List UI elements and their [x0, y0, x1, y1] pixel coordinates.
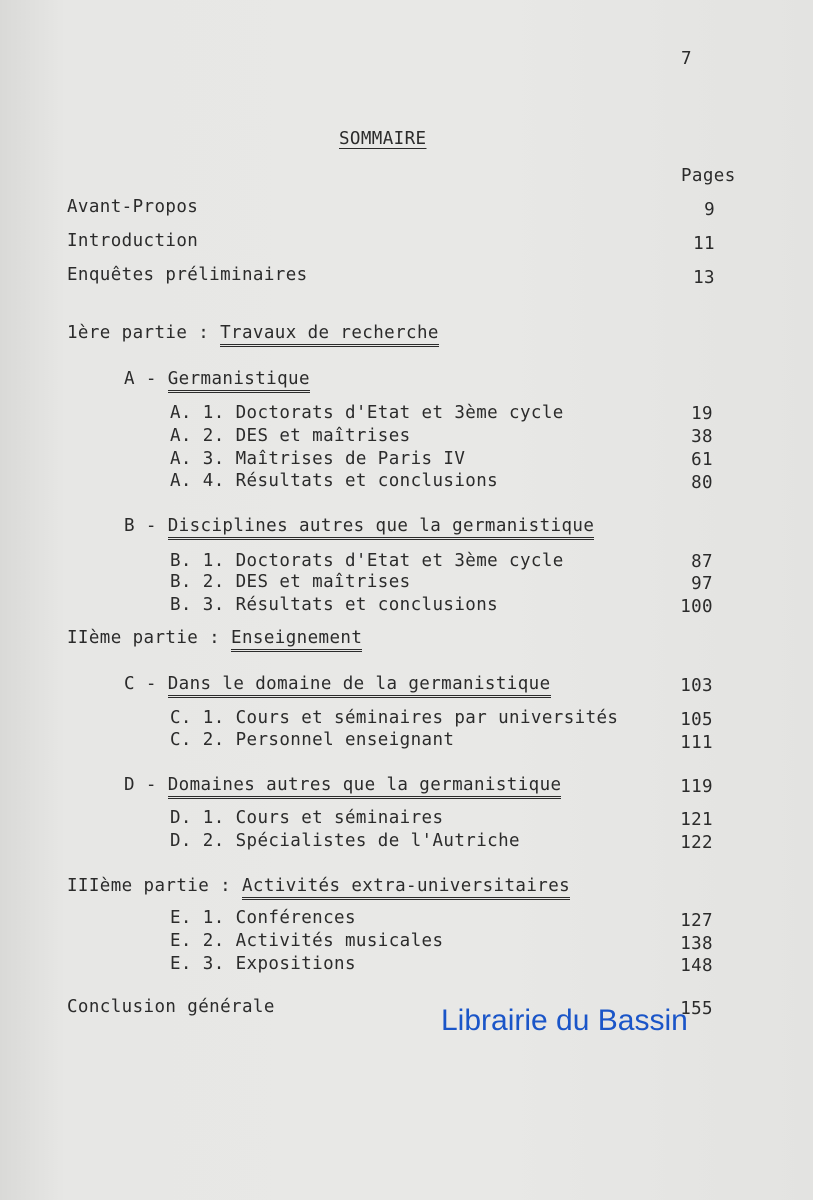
toc-page-d2: 122: [680, 833, 713, 853]
toc-label-introduction: Introduction: [67, 231, 199, 251]
toc-page-b1: 87: [691, 552, 713, 572]
toc-label-d1: D. 1. Cours et séminaires: [170, 808, 444, 828]
toc-page-b2: 97: [691, 574, 713, 594]
page-number: 7: [681, 49, 692, 69]
section-d-prefix: D -: [124, 775, 168, 795]
section-heading-c: [124, 676, 551, 694]
toc-page-e3: 148: [680, 956, 713, 976]
toc-page-b3: 100: [680, 597, 713, 617]
part-2-prefix: IIème partie :: [67, 628, 232, 648]
part-heading-1: [67, 325, 439, 343]
section-a-prefix: A -: [124, 369, 168, 389]
toc-label-e2: E. 2. Activités musicales: [170, 931, 444, 951]
toc-page-a1: 19: [691, 404, 713, 424]
part-2-title: Enseignement: [231, 628, 362, 652]
toc-label-a1: A. 1. Doctorats d'Etat et 3ème cycle: [170, 403, 564, 423]
section-heading-a: [124, 371, 310, 389]
toc-page-c2: 111: [680, 733, 713, 753]
toc-label-e1: E. 1. Conférences: [170, 908, 356, 928]
pages-column-header: Pages: [681, 166, 736, 186]
section-a-title: Germanistique: [168, 369, 310, 393]
section-heading-d: [124, 777, 561, 795]
section-b-prefix: B -: [124, 516, 168, 536]
toc-label-b3: B. 3. Résultats et conclusions: [170, 595, 499, 615]
toc-page-d1: 121: [680, 810, 713, 830]
part-heading-3: [67, 878, 570, 896]
toc-page-section-c: 103: [680, 676, 713, 696]
toc-label-enquetes: Enquêtes préliminaires: [67, 265, 308, 285]
part-1-title: Travaux de recherche: [220, 323, 439, 347]
section-heading-b: [124, 518, 594, 536]
toc-page-c1: 105: [680, 710, 713, 730]
section-d-title: Domaines autres que la germanistique: [168, 775, 562, 799]
section-c-prefix: C -: [124, 674, 168, 694]
toc-page-a4: 80: [691, 473, 713, 493]
toc-label-b1: B. 1. Doctorats d'Etat et 3ème cycle: [170, 551, 564, 571]
toc-label-c2: C. 2. Personnel enseignant: [170, 730, 455, 750]
toc-label-c1: C. 1. Cours et séminaires par universités: [170, 708, 619, 728]
toc-label-conclusion: Conclusion générale: [67, 997, 275, 1017]
section-c-title: Dans le domaine de la germanistique: [168, 674, 551, 698]
part-3-prefix: IIIème partie :: [67, 876, 242, 896]
toc-label-avant-propos: Avant-Propos: [67, 197, 199, 217]
toc-page-a2: 38: [691, 427, 713, 447]
toc-page-avant-propos: 9: [704, 200, 715, 220]
toc-page-section-d: 119: [680, 777, 713, 797]
toc-label-b2: B. 2. DES et maîtrises: [170, 572, 411, 592]
toc-label-a2: A. 2. DES et maîtrises: [170, 426, 411, 446]
toc-page-e2: 138: [680, 934, 713, 954]
toc-page-a3: 61: [691, 450, 713, 470]
part-1-prefix: 1ère partie :: [67, 323, 221, 343]
page-title: SOMMAIRE: [339, 129, 427, 149]
toc-page-enquetes: 13: [693, 268, 715, 288]
toc-label-d2: D. 2. Spécialistes de l'Autriche: [170, 831, 520, 851]
toc-page-introduction: 11: [693, 234, 715, 254]
part-heading-2: [67, 630, 362, 648]
part-3-title: Activités extra-universitaires: [242, 876, 570, 900]
section-b-title: Disciplines autres que la germanistique: [168, 516, 595, 540]
toc-page-conclusion: 155: [680, 999, 713, 1019]
watermark: Librairie du Bassin: [441, 1004, 688, 1037]
toc-label-a3: A. 3. Maîtrises de Paris IV: [170, 449, 466, 469]
toc-page-e1: 127: [680, 911, 713, 931]
toc-label-a4: A. 4. Résultats et conclusions: [170, 471, 499, 491]
toc-label-e3: E. 3. Expositions: [170, 954, 356, 974]
